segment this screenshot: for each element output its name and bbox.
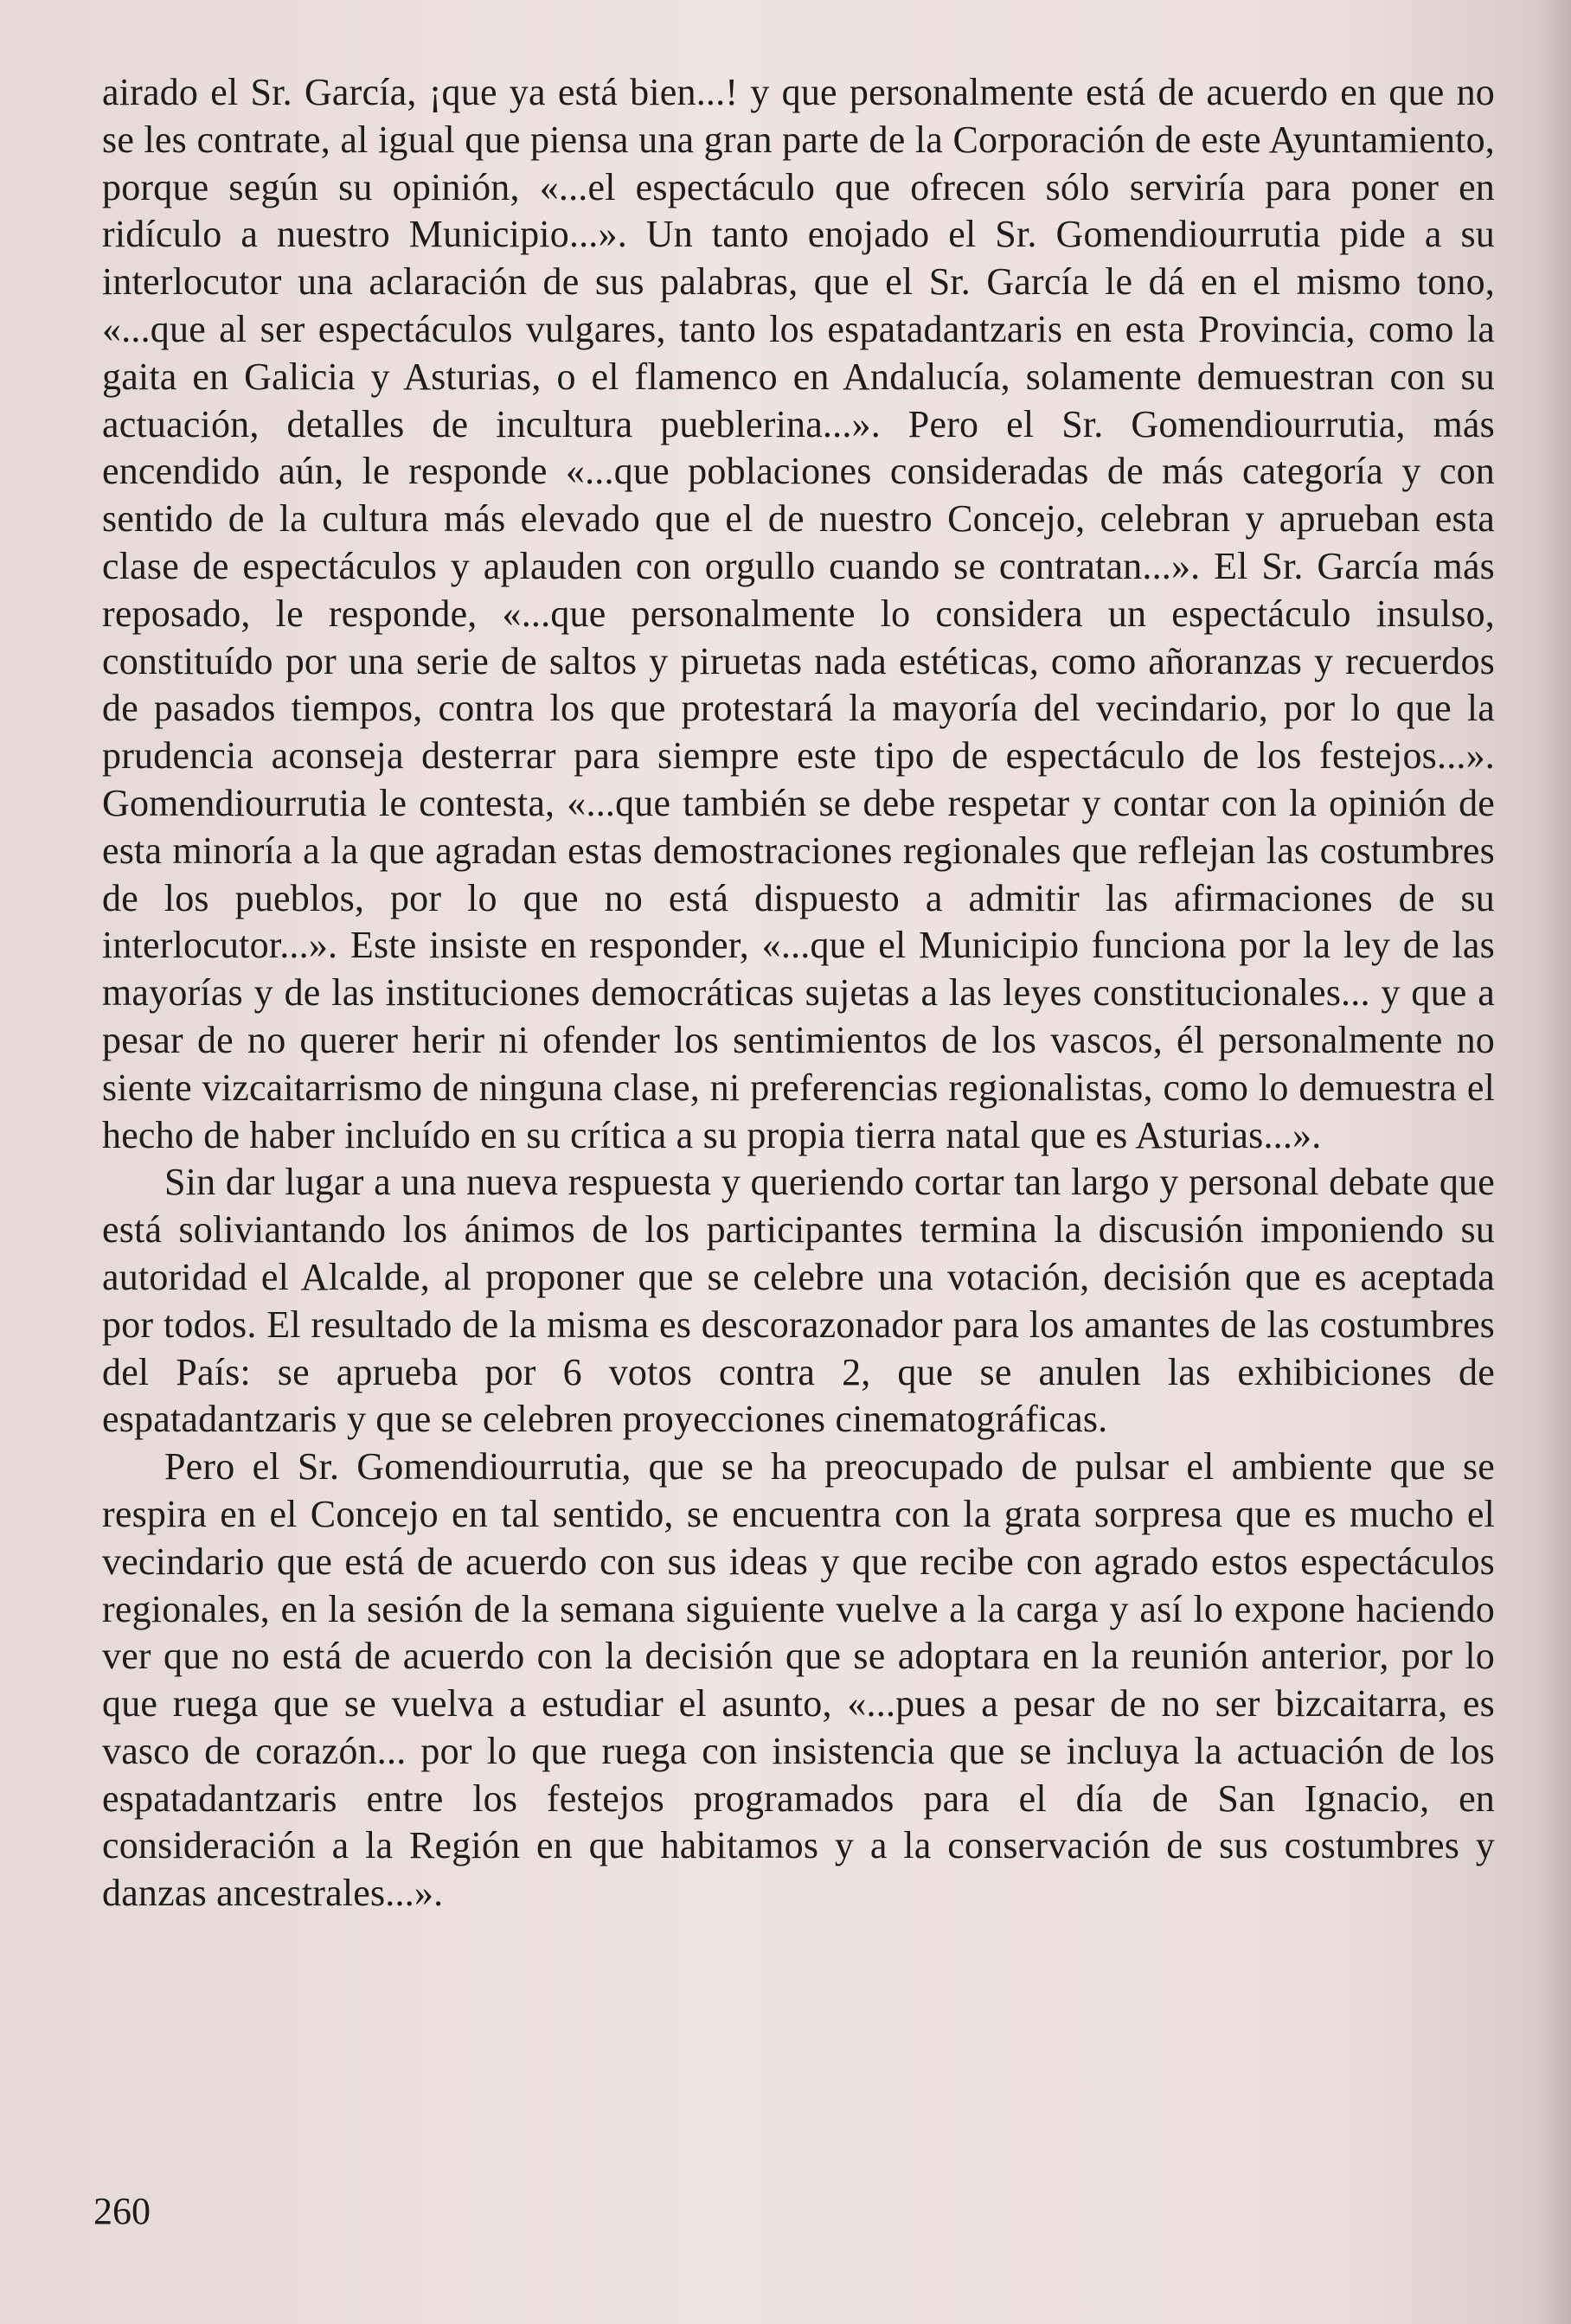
- page-number: 260: [93, 2190, 151, 2232]
- page-edge-shadow: [1536, 0, 1571, 2324]
- body-text: [102, 69, 1495, 1917]
- paragraph-2: Sin dar lugar a una nueva respuesta y queriendo cortar tan largo y personal debate que está soliviantando los ánimos de los participantes termina la discusión imponiendo su autoridad el Alcalde, al proponer que se celebre una votación, decisión que es aceptada por todos. El resultado de la misma es descorazonador para los amantes de las costumbres del País: se aprueba por 6 votos contra 2, que se anulen las exhibiciones de espatadantzaris y que se celebren proyecciones cinematográficas.: [102, 1161, 1495, 1441]
- paragraph-1: airado el Sr. García, ¡que ya está bien...! y que personalmente está de acuerdo en que no se les contrate, al igual que piensa una gran parte de la Corporación de este Ayuntamiento, porque según su opinión, «...el espectáculo que ofrecen sólo serviría para poner en ridículo a nuestro Municipio...». Un tanto enojado el Sr. Gomendiourrutia pide a su interlocutor una aclaración de sus palabras, que el Sr. García le dá en el mismo tono, «...que al ser espectáculos vulgares, tanto los espatadantzaris en esta Provincia, como la gaita en Galicia y Asturias, o el flamenco en Andalucía, solamente demuestran con su actuación, detalles de incultura pueblerina...». Pero el Sr. Gomendiourrutia, más encendido aún, le responde «...que poblaciones consideradas de más categoría y con sentido de la cultura más elevado que el de nuestro Concejo, celebran y aprueban esta clase de espectáculos y aplauden con orgullo cuando se contratan...». El Sr. García más reposado, le responde, «...que personalmente lo considera un espectáculo insulso, constituído por una serie de saltos y piruetas nada estéticas, como añoranzas y recuerdos de pasados tiempos, contra los que protestará la mayoría del vecindario, por lo que la prudencia aconseja desterrar para siempre este tipo de espectáculo de los festejos...». Gomendiourrutia le contesta, «...que también se debe respetar y contar con la opinión de esta minoría a la que agradan estas demostraciones regionales que reflejan las costumbres de los pueblos, por lo que no está dispuesto a admitir las afirmaciones de su interlocutor...». Este insiste en responder, «...que el Municipio funciona por la ley de las mayorías y de las instituciones democráticas sujetas a las leyes constitucionales... y que a pesar de no querer herir ni ofender los sentimientos de los vascos, él personalmente no siente vizcaitarrismo de ninguna clase, ni preferencias regionalistas, como lo demuestra el hecho de haber incluído en su crítica a su propia tierra natal que es Asturias...».: [102, 71, 1495, 1156]
- paragraph-3: Pero el Sr. Gomendiourrutia, que se ha preocupado de pulsar el ambiente que se respira en el Concejo en tal sentido, se encuentra con la grata sorpresa que es mucho el vecindario que está de acuerdo con sus ideas y que recibe con agrado estos espectáculos regionales, en la sesión de la semana siguiente vuelve a la carga y así lo expone haciendo ver que no está de acuerdo con la decisión que se adoptara en la reunión anterior, por lo que ruega que se vuelva a estudiar el asunto, «...pues a pesar de no ser bizcaitarra, es vasco de corazón... por lo que ruega con insistencia que se incluya la actuación de los espatadantzaris entre los festejos programados para el día de San Ignacio, en consideración a la Región en que habitamos y a la conservación de sus costumbres y danzas ancestrales...».: [102, 1445, 1495, 1915]
